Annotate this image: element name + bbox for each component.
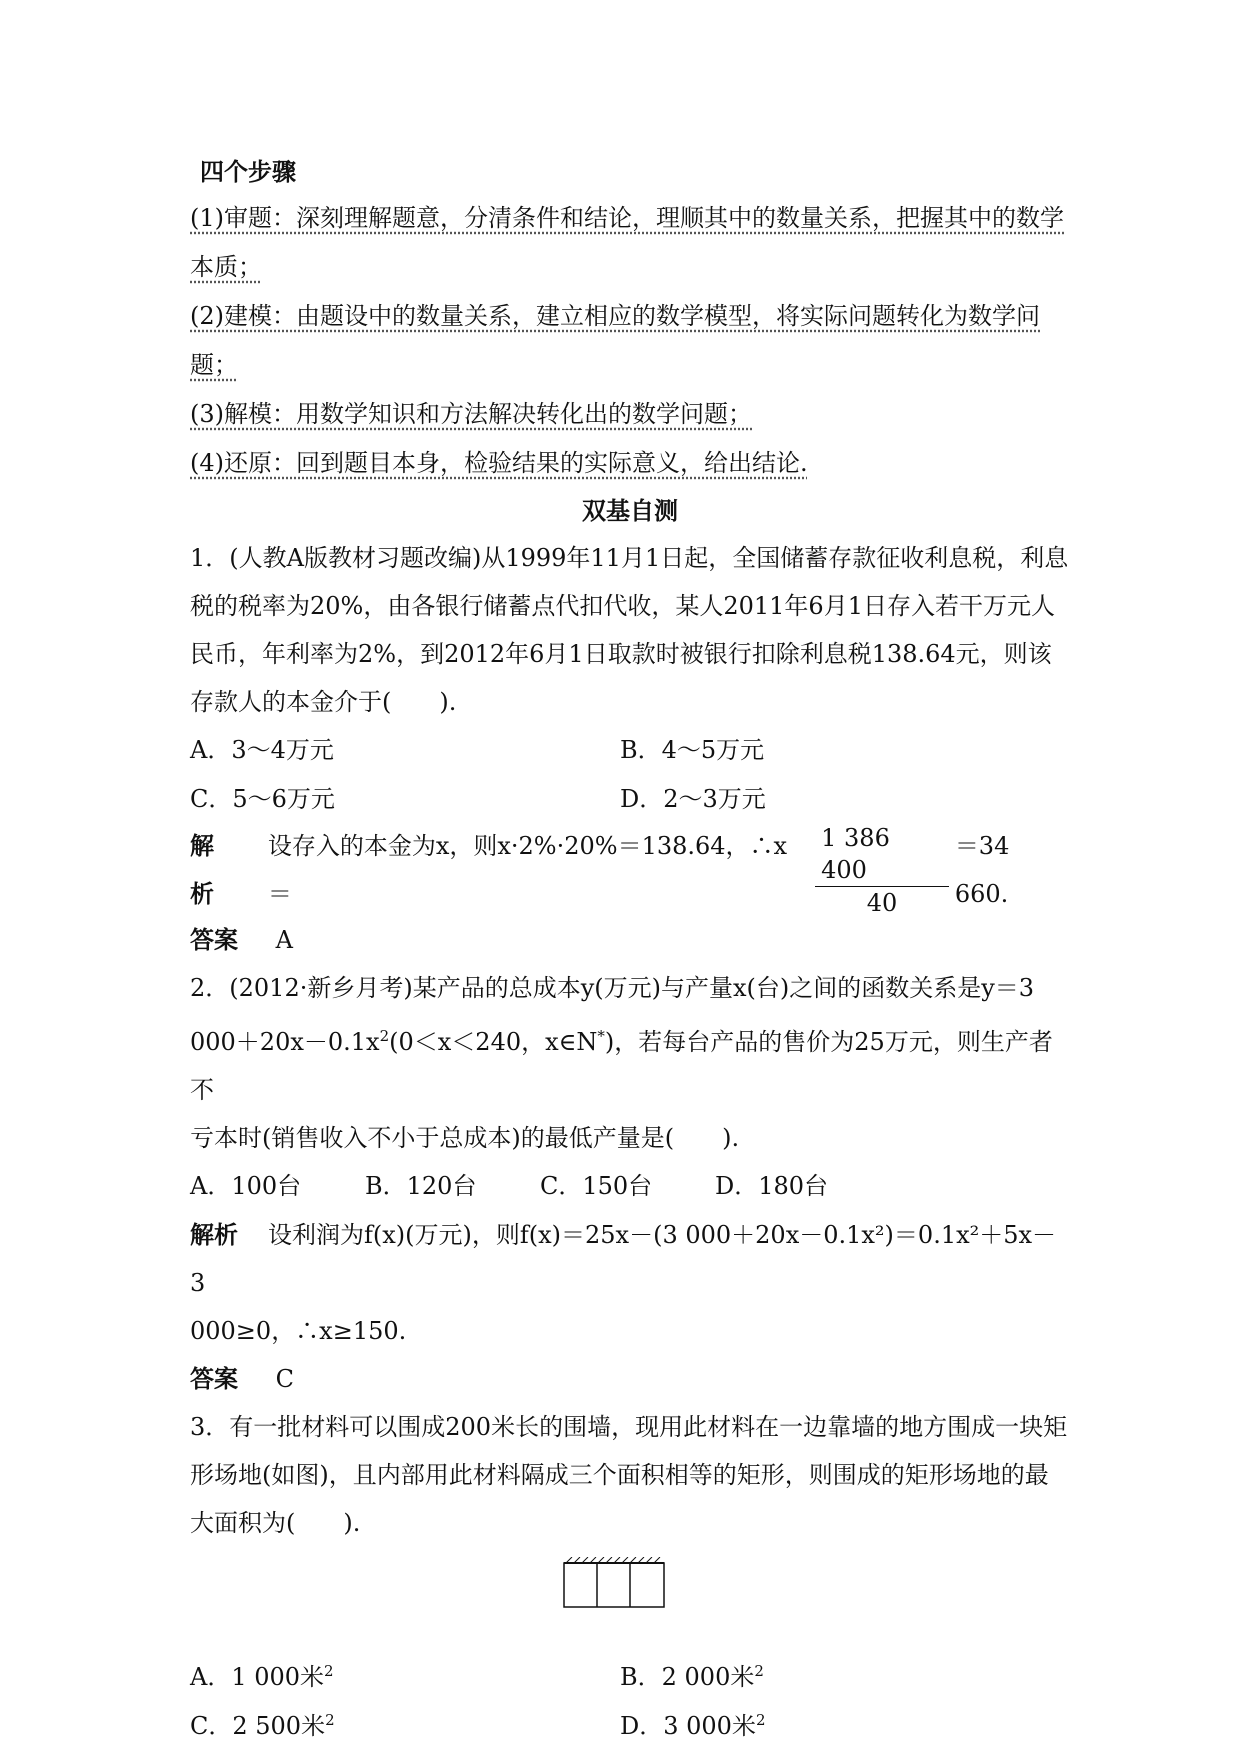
q1-fraction-denominator: 40 xyxy=(866,888,898,917)
q1-fraction-numerator: 1 386 400 xyxy=(815,822,949,887)
question-2-options xyxy=(190,1162,1070,1211)
question-1-options-row-2 xyxy=(190,775,1070,824)
question-1-options-row-1 xyxy=(190,726,1070,775)
question-3-options-row-1 xyxy=(190,1647,1070,1696)
question-1-text: 1．(人教A版教材习题改编)从1999年11月1日起，全国储蓄存款征收利息税，利息税的税率为20%，由各银行储蓄点代扣代收，某人2011年6月1日存入若干万元人民币，年利率为2%，到2012年6月1日取款时被银行扣除利息税138.64元，则该存款人的本金介于( ). xyxy=(190,544,1069,716)
q1-answer-label: 答案 xyxy=(190,926,238,954)
q3-option-b: B．2 000米$^2$ xyxy=(620,1662,764,1691)
step-4: (4)还原：回到题目本身，检验结果的实际意义，给出结论. xyxy=(190,449,808,477)
question-2-line-3: 亏本时(销售收入不小于总成本)的最低产量是( ). xyxy=(190,1124,740,1152)
outer-rectangle xyxy=(564,1563,664,1607)
question-3-text: 3．有一批材料可以围成200米长的围墙，现用此材料在一边靠墙的地方围成一块矩形场地(如图)，且内部用此材料隔成三个面积相等的矩形，则围成的矩形场地的最大面积为( ). xyxy=(190,1413,1068,1537)
q1-option-b: B．4～5万元 xyxy=(620,736,765,764)
q1-option-d: D．2～3万元 xyxy=(620,785,766,813)
step-3: (3)解模：用数学知识和方法解决转化出的数学问题； xyxy=(190,400,752,428)
question-2-line-1: 2．(2012·新乡月考)某产品的总成本y(万元)与产量x(台)之间的函数关系是y＝3 xyxy=(190,974,1035,1002)
step-2: (2)建模：由题设中的数量关系，建立相应的数学模型，将实际问题转化为数学问题； xyxy=(190,302,1040,379)
q1-fraction xyxy=(815,822,949,919)
question-2-line-2: $000+20x-0.1x^2(0<x<240$，x∈N*)，若每台产品的售价为25万元，则生产者不 xyxy=(190,1027,1053,1104)
q2-answer xyxy=(190,1355,1070,1403)
q3-option-d: D．3 000米$^2$ xyxy=(620,1711,766,1740)
q2-option-d: D．180台 xyxy=(715,1172,829,1200)
q1-answer-value: A xyxy=(275,926,293,954)
q2-answer-value: C xyxy=(275,1365,295,1393)
q2-option-b: B．120台 xyxy=(365,1172,477,1200)
q2-solution-line-1 xyxy=(190,1211,1070,1307)
step-1: (1)审题：深刻理解题意，分清条件和结论，理顺其中的数量关系，把握其中的数学本质； xyxy=(190,204,1064,281)
question-3-options-row-2 xyxy=(190,1696,1070,1745)
q1-solution-tail: ＝34 660. xyxy=(954,832,1010,908)
document-page xyxy=(190,150,1070,1745)
q1-answer xyxy=(190,916,1070,964)
steps-title: 四个步骤 xyxy=(200,158,296,186)
q2-solution-label: 解析 xyxy=(190,1221,238,1249)
q2-solution-line-2: 000≥0，∴x≥150. xyxy=(190,1317,407,1345)
q1-option-a: A．3～4万元 xyxy=(190,736,334,764)
q2-option-c: C．150台 xyxy=(540,1172,653,1200)
q1-option-c: C．5～6万元 xyxy=(190,785,335,813)
q3-figure xyxy=(190,1547,1070,1647)
q3-option-a: A．1 000米$^2$ xyxy=(190,1662,334,1691)
q1-solution-text: 设存入的本金为x，则x·2%·20%＝138.64，∴x＝ xyxy=(267,832,788,908)
section-title: 双基自测 xyxy=(582,497,678,525)
rectangle-field-diagram xyxy=(560,1557,670,1627)
q1-solution-label: 解析 xyxy=(190,832,214,908)
q3-option-c: C．2 500米$^2$ xyxy=(190,1711,335,1740)
q2-answer-label: 答案 xyxy=(190,1365,238,1393)
q2-option-a: A．100台 xyxy=(190,1172,302,1200)
q2-solution-text: 设利润为f(x)(万元)，则f(x)＝25x－(3 000＋20x－0.1x²)＝0.1x²＋5x－3 xyxy=(190,1221,1057,1297)
q1-solution xyxy=(190,824,1070,916)
